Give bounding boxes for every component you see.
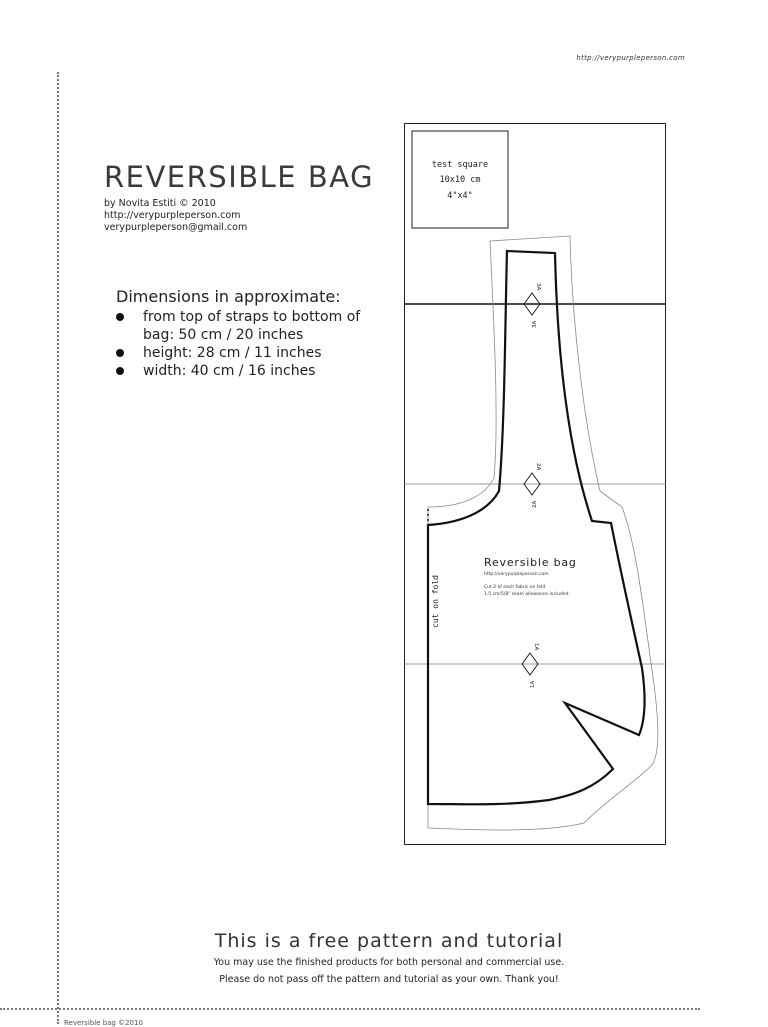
dimension-text: height: 28 cm / 11 inches bbox=[143, 345, 322, 361]
author-line: by Novita Estiti © 2010 bbox=[104, 198, 216, 209]
bullet-icon bbox=[116, 367, 124, 375]
pattern-svg bbox=[404, 123, 666, 845]
pattern-sheet bbox=[404, 123, 666, 845]
test-square-label: test square bbox=[431, 160, 489, 170]
cut-line-bottom bbox=[0, 1008, 700, 1010]
test-square-imperial: 4"x4" bbox=[447, 191, 473, 201]
test-square-metric: 10x10 cm bbox=[439, 175, 481, 185]
notch-label: 2A bbox=[532, 500, 538, 508]
notch-label: 3A bbox=[535, 283, 541, 291]
bullet-icon bbox=[116, 349, 124, 357]
list-item bbox=[116, 362, 386, 380]
piece-note: 1.5 cm/5/8" seam allowance included bbox=[484, 592, 569, 597]
bullet-icon bbox=[116, 313, 124, 321]
piece-url: http://verypurpleperson.com bbox=[484, 572, 549, 577]
dimension-text: from top of straps to bottom of bag: 50 cm / 20 inches bbox=[143, 309, 361, 343]
header-url: http://verypurpleperson.com bbox=[576, 54, 685, 62]
notch-label: 3A bbox=[532, 320, 538, 328]
piece-note: Cut 2 of each fabric on fold bbox=[484, 585, 546, 590]
notch-label: 1A bbox=[533, 643, 539, 651]
notch-label: 1A bbox=[530, 680, 536, 688]
fold-label: cut on fold bbox=[431, 575, 440, 628]
footer-license-line: You may use the finished products for both personal and commercial use. bbox=[213, 957, 565, 968]
dimensions-list bbox=[116, 308, 386, 380]
list-item bbox=[116, 344, 386, 362]
cut-line-left bbox=[57, 72, 59, 1024]
dimensions-heading: Dimensions in approximate: bbox=[116, 287, 341, 306]
dimensions-section bbox=[116, 287, 386, 380]
page-title: REVERSIBLE BAG bbox=[104, 160, 375, 194]
footer-license-line: Please do not pass off the pattern and tutorial as your own. Thank you! bbox=[219, 974, 559, 985]
email-line: verypurpleperson@gmail.com bbox=[104, 222, 248, 233]
dimension-text: width: 40 cm / 16 inches bbox=[143, 363, 316, 379]
footer-copyright: Reversible bag ©2010 bbox=[64, 1019, 143, 1027]
notch-label: 2A bbox=[535, 463, 541, 471]
piece-title: Reversible bag bbox=[484, 556, 577, 569]
author-info bbox=[104, 198, 247, 234]
website-line: http://verypurpleperson.com bbox=[104, 210, 241, 221]
footer-title: This is a free pattern and tutorial bbox=[214, 930, 564, 952]
list-item bbox=[116, 308, 386, 344]
